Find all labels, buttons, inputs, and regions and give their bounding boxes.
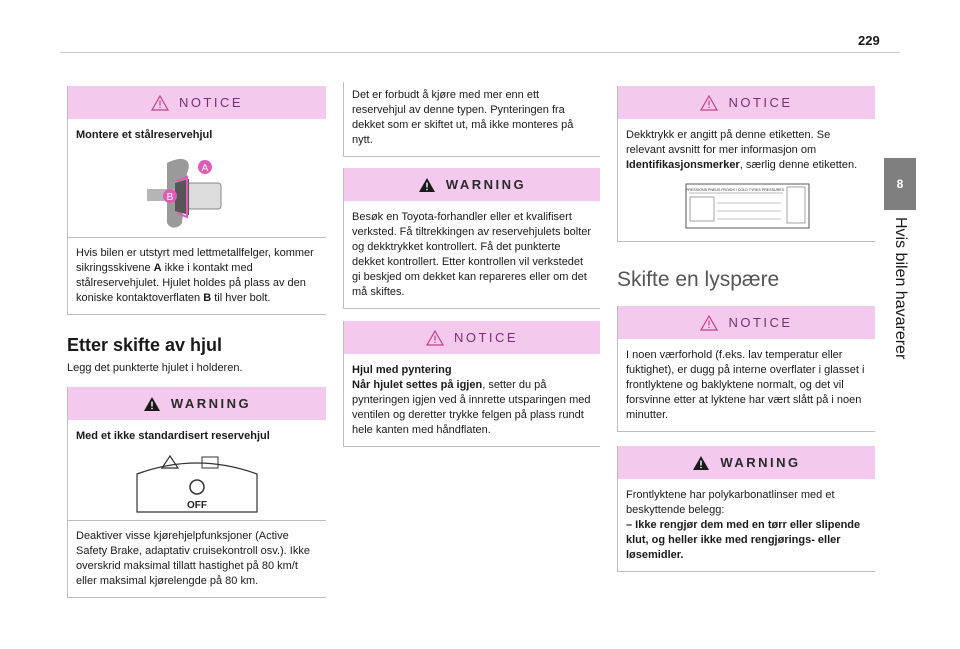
notice-triangle-icon	[700, 315, 718, 331]
warning-triangle-icon	[418, 177, 436, 193]
notice-box-tyre-pressure	[617, 86, 875, 242]
warning-text: Deaktiver visse kjørehjelpfunksjoner (Active Safety Brake, adaptativ cruisekontroll osv.). Ikke overskrid maksimal tillatt hastighet på 80 km/t eller maksimal kjørelengde på 80 km.	[76, 530, 310, 587]
notice-triangle-icon	[700, 95, 718, 111]
warning-label: WARNING	[445, 177, 527, 192]
section-text: Legg det punkterte hjulet i holderen.	[67, 362, 243, 374]
svg-text:OFF: OFF	[187, 500, 207, 511]
notice-label: NOTICE	[728, 95, 793, 110]
notice-label: NOTICE	[453, 330, 519, 345]
wheel-bolt-figure	[68, 149, 326, 238]
notice-text: I noen værforhold (f.eks. lav temperatur eller fuktighet), er dugg på interne overflater i glasset i frontlyktene og baklyktene normalt, og det vil forsvinne etter at lyktene har vært slått på i noen minutter.	[626, 349, 865, 421]
continued-text: Det er forbudt å kjøre med mer enn ett reservehjul av denne typen. Pynteringen fra dekket som er skiftet ut, må ikke monteres på nytt.	[352, 89, 574, 146]
notice-box-condensation	[617, 306, 875, 432]
warning-bullet: – Ikke rengjør dem med en tørr eller slipende klut, og heller ikke med rengjørings- eller løsemidler.	[626, 519, 861, 561]
warning-text: Frontlyktene har polykarbonatlinser med et beskyttende belegg:	[626, 489, 835, 516]
warning-box-dealer	[343, 168, 600, 309]
tyre-label-figure	[626, 173, 869, 233]
column-3	[617, 86, 875, 572]
column-1	[67, 86, 326, 598]
continued-notice-box	[343, 82, 600, 157]
warning-box-polycarbonate	[617, 446, 875, 572]
page-number: 229	[858, 33, 880, 48]
chapter-tab[interactable]: 8	[884, 158, 916, 210]
header-rule	[60, 52, 900, 53]
section-title-after-wheel-change: Etter skifte av hjul	[67, 335, 223, 355]
warning-triangle-icon	[692, 455, 710, 471]
svg-text:A: A	[201, 163, 209, 174]
warning-header	[344, 168, 600, 201]
notice-text: Hvis bilen er utstyrt med lettmetallfelger, kommer sikringsskivene A ikke i kontakt med stålreservehjulet. Hjulet holdes på plass av den koniske kontaktoverflaten B til hver bolt.	[76, 247, 314, 304]
warning-text: Besøk en Toyota-forhandler eller et kvalifisert verksted. Få tiltrekkingen av reservehjulets bolter og dekktrykket kontrollert. Få det punkterte dekket kontrollert. Etter kontrollen vil verkstedet gi beskjed om dekket kan repareres eller om det må skiftes.	[352, 211, 592, 298]
warning-heading: Med et ikke standardisert reservehjul	[76, 430, 270, 442]
svg-text:B: B	[166, 192, 174, 203]
notice-header	[68, 86, 326, 119]
notice-triangle-icon	[151, 95, 169, 111]
notice-header	[344, 321, 600, 354]
chapter-title: Hvis bilen havarerer	[892, 217, 909, 360]
column-2	[343, 82, 600, 447]
warning-triangle-icon	[143, 396, 161, 412]
notice-box-trim-ring	[343, 321, 600, 447]
warning-header	[618, 446, 875, 479]
notice-triangle-icon	[426, 330, 444, 346]
svg-text:PRESSIONS PNEUS FROIDS / COLD: PRESSIONS PNEUS FROIDS / COLD TYRES PRESSURES	[686, 188, 784, 192]
warning-header	[68, 387, 326, 420]
warning-box-nonstandard-spare	[67, 387, 326, 598]
notice-heading: Hjul med pyntering	[352, 364, 452, 376]
section-title-bulb-change: Skifte en lyspære	[617, 268, 780, 291]
warning-label: WARNING	[170, 396, 252, 411]
notice-label: NOTICE	[178, 95, 244, 110]
off-switch-figure	[68, 450, 326, 521]
notice-label: NOTICE	[728, 315, 793, 330]
notice-header	[618, 86, 875, 119]
notice-header	[618, 306, 875, 339]
notice-box-steel-spare	[67, 86, 326, 315]
notice-text: Når hjulet settes på igjen, setter du på pynteringen igjen ved å innrette utsparingen med ventilen og deretter trykke felgen på plass rundt hele kanten med håndflaten.	[352, 379, 591, 436]
warning-label: WARNING	[720, 455, 801, 470]
notice-heading: Montere et stålreservehjul	[76, 129, 213, 141]
notice-text: Dekktrykk er angitt på denne etiketten. Se relevant avsnitt for mer informasjon om Identifikasjonsmerker, særlig denne etiketten.	[626, 129, 858, 171]
